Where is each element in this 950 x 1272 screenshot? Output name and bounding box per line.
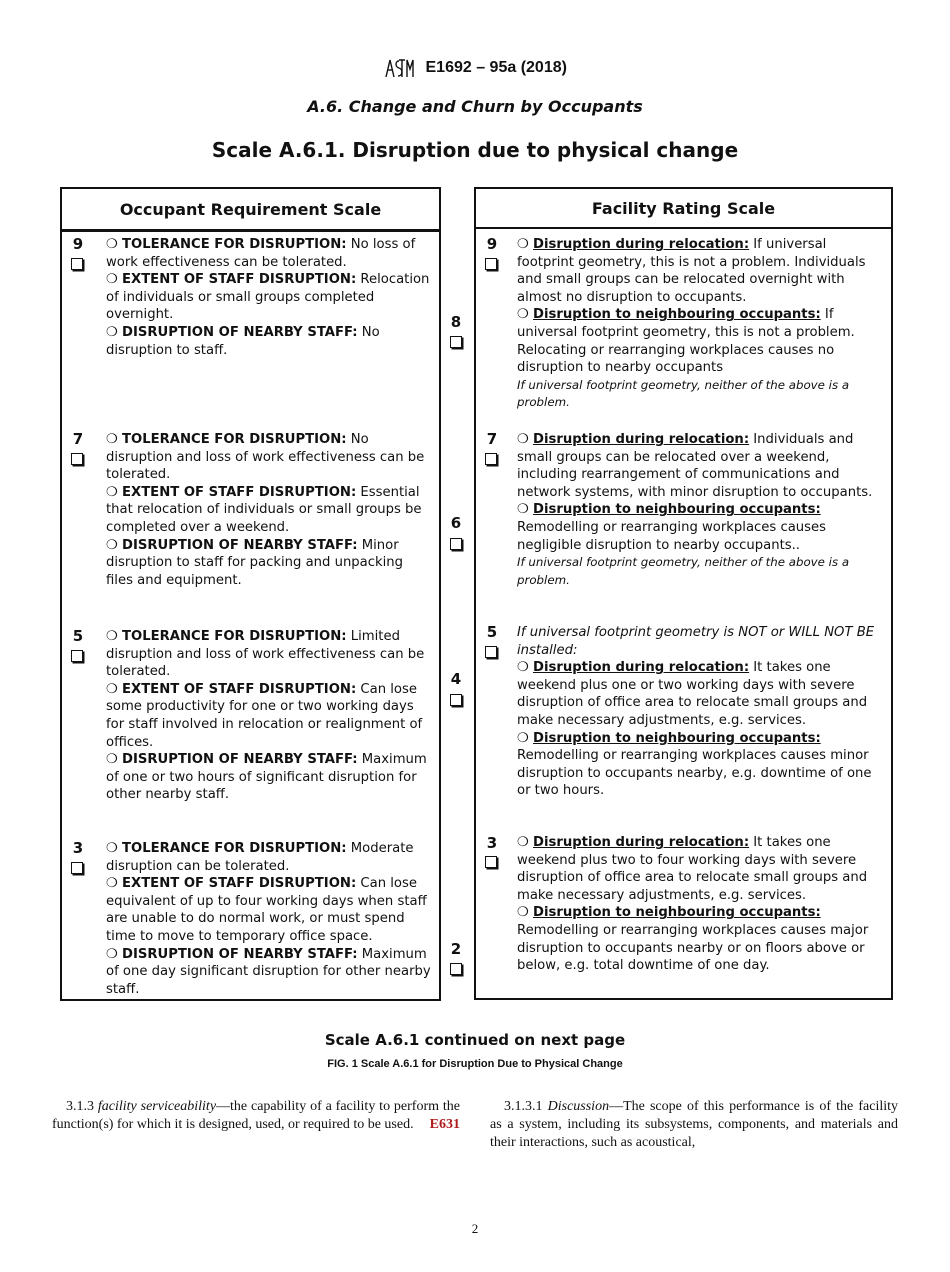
facility-level-3-checkbox[interactable] <box>485 856 497 868</box>
level-4-number: 4 <box>450 670 462 688</box>
astm-logo-icon <box>383 57 415 79</box>
facility-entry-text: If universal footprint geometry is NOT or WILL NOT BE installed: ❍ Disruption during relocation: It takes one weekend plus one or two working days with severe disruption of office area to relocate small groups and make necessary adjustments, e.g. services. ❍ Disruption to neighbouring occupants: Remodelling or rearranging workplaces causes minor disruption to occupants nearby, e.g. downtime of one or two hours. <box>517 625 875 799</box>
relocation-text: Individuals and small groups can be relocated over a weekend, including rearrangement of communications and network systems, with minor disruption to occupants. <box>517 432 873 500</box>
item-label: TOLERANCE FOR DISRUPTION: <box>122 841 347 856</box>
item-text: Minor disruption to staff for packing and unpacking files and equipment. <box>106 537 404 588</box>
facility-level-7-checkbox[interactable] <box>485 453 497 465</box>
facility-entry-text: ❍ Disruption during relocation: If universal footprint geometry, this is not a problem. Individuals and small groups can be relocated overnight with almost no disruption to occupants. ❍ Disruption to neighbouring occupants: If universal footprint geometry, this is not a problem. Relocating or rearranging workplaces causes no disruption to nearby occupants If universal footprint geometry, neither of the above is a problem. <box>517 237 866 410</box>
relocation-text: If universal footprint geometry, this is not a problem. Individuals and small groups can be relocated overnight with almost no disruption to occupants. <box>517 237 866 305</box>
item-label: DISRUPTION OF NEARBY STAFF: <box>122 946 358 962</box>
relocation-label: Disruption during relocation: <box>533 237 750 252</box>
document-header <box>0 57 950 79</box>
occupant-level-number: 7 <box>72 430 84 448</box>
occupant-heading-box <box>60 187 441 232</box>
paragraph-number: 3.1.3 <box>66 1099 94 1114</box>
facility-entry-text: ❍ Disruption during relocation: Individuals and small groups can be relocated over a weekend, including rearrangement of communications and network systems, with minor disruption to occupants. ❍ Disruption to neighbouring occupants: Remodelling or rearranging workplaces causes negligible disruption to nearby occupants.. If universal footprint geometry, neither of the above is a problem. <box>517 432 873 587</box>
item-label: TOLERANCE FOR DISRUPTION: <box>122 237 347 252</box>
facility-level-9-checkbox[interactable] <box>485 258 497 270</box>
item-text: Essential that relocation of individuals or small groups be completed over a weekend. <box>106 484 422 535</box>
relocation-text: It takes one weekend plus two to four working days with severe disruption of office area to relocate small groups and make necessary adjustments, e.g. services. <box>517 835 868 903</box>
relocation-label: Disruption during relocation: <box>533 432 750 447</box>
neighbouring-text: Remodelling or rearranging workplaces causes minor disruption to occupants nearby, e.g. downtime of one or two hours. <box>517 748 872 799</box>
standard-designation: E1692 – 95a (2018) <box>425 59 567 77</box>
item-label: DISRUPTION OF NEARBY STAFF: <box>122 752 358 768</box>
relocation-text: It takes one weekend plus one or two working days with severe disruption of office area to relocate small groups and make necessary adjustments, e.g. services. <box>517 660 868 728</box>
item-text: Limited disruption and loss of work effectiveness can be tolerated. <box>106 629 425 680</box>
neighbouring-text: Remodelling or rearranging workplaces causes negligible disruption to nearby occupants.. <box>517 519 827 553</box>
occupant-level-9-checkbox[interactable] <box>71 258 83 270</box>
neighbouring-text: If universal footprint geometry, this is not a problem. Relocating or rearranging workplaces causes no disruption to nearby occupants <box>517 307 855 376</box>
facility-level-number: 3 <box>486 834 498 852</box>
occupant-entry-text: ❍ TOLERANCE FOR DISRUPTION: No loss of work effectiveness can be tolerated. ❍ EXTENT OF STAFF DISRUPTION: Relocation of individuals or small groups completed overnight. ❍ DISRUPTION OF NEARBY STAFF: No disruption to staff. <box>106 237 430 358</box>
facility-scale-heading: Facility Rating Scale <box>591 198 776 218</box>
item-text: Can lose equivalent of up to four working days when staff are unable to do normal work, or must spend time to move to temporary office space. <box>106 876 427 944</box>
occupant-level-5-checkbox[interactable] <box>71 650 83 662</box>
section-title: A.6. Change and Churn by Occupants <box>307 97 643 116</box>
neighbouring-label: Disruption to neighbouring occupants: <box>533 502 821 518</box>
reference-e631-link[interactable]: E631 <box>429 1117 460 1132</box>
occupant-entry-text: ❍ TOLERANCE FOR DISRUPTION: Moderate disruption can be tolerated. ❍ EXTENT OF STAFF DISRUPTION: Can lose equivalent of up to four working days when staff are unable to do normal work, or must spend time to move to temporary office space. ❍ DISRUPTION OF NEARBY STAFF: Maximum of one day significant disruption for other nearby staff. <box>106 841 431 997</box>
occupant-level-number: 9 <box>72 235 84 253</box>
level-2-number: 2 <box>450 940 462 958</box>
item-text: Can lose some productivity for one or two working days for staff involved in relocation or realignment of offices. <box>106 681 423 750</box>
facility-entry-text: ❍ Disruption during relocation: It takes one weekend plus two to four working days with severe disruption of office area to relocate small groups and make necessary adjustments, e.g. services. ❍ Disruption to neighbouring occupants: Remodelling or rearranging workplaces causes major disruption to occupants nearby or on floors above or below, e.g. total downtime of one day. <box>517 835 869 974</box>
item-label: EXTENT OF STAFF DISRUPTION: <box>122 484 357 500</box>
continued-note: Scale A.6.1 continued on next page <box>324 1031 626 1049</box>
item-label: TOLERANCE FOR DISRUPTION: <box>122 629 347 644</box>
entry-note: If universal footprint geometry, neither of the above is a problem. <box>517 377 850 410</box>
neighbouring-label: Disruption to neighbouring occupants: <box>533 730 821 746</box>
level-6-number: 6 <box>450 514 462 532</box>
level-6-checkbox[interactable] <box>450 538 462 550</box>
item-text: Maximum of one day significant disruption for other nearby staff. <box>106 946 431 997</box>
item-text: No disruption and loss of work effectiveness can be tolerated. <box>106 432 425 483</box>
level-8-checkbox[interactable] <box>450 336 462 348</box>
neighbouring-text: Remodelling or rearranging workplaces causes major disruption to occupants nearby or on floors above or below, e.g. total downtime of one day. <box>517 922 869 974</box>
item-label: EXTENT OF STAFF DISRUPTION: <box>122 876 357 892</box>
item-label: DISRUPTION OF NEARBY STAFF: <box>122 324 358 340</box>
discussion-term: Discussion <box>547 1099 610 1114</box>
scale-title: Scale A.6.1. Disruption due to physical change <box>211 138 739 162</box>
level-2-checkbox[interactable] <box>450 963 462 975</box>
facility-level-number: 9 <box>486 235 498 253</box>
discussion-text: —The scope of this performance is of the facility as a system, including its subsystems, components, and materials and their interactions, such as acoustical, <box>490 1099 899 1150</box>
defined-term: facility serviceability <box>97 1099 217 1114</box>
definition-text: —the capability of a facility to perform the function(s) for which it is designed, used, or required to be used. <box>52 1099 460 1132</box>
figure-caption: FIG. 1 Scale A.6.1 for Disruption Due to Physical Change <box>327 1058 623 1070</box>
occupant-level-number: 3 <box>72 839 84 857</box>
occupant-scale-heading: Occupant Requirement Scale <box>119 199 382 219</box>
occupant-level-7-checkbox[interactable] <box>71 453 83 465</box>
item-text: Maximum of one or two hours of significant disruption for other nearby staff. <box>106 752 427 803</box>
discussion-paragraph <box>490 1098 898 1152</box>
facility-heading-box <box>474 187 893 229</box>
occupant-level-3-checkbox[interactable] <box>71 862 83 874</box>
item-text: No disruption to staff. <box>106 324 380 358</box>
facility-level-number: 5 <box>486 623 498 641</box>
relocation-label: Disruption during relocation: <box>533 835 750 850</box>
neighbouring-label: Disruption to neighbouring occupants: <box>533 905 821 921</box>
facility-level-5-checkbox[interactable] <box>485 646 497 658</box>
item-text: Moderate disruption can be tolerated. <box>106 841 414 874</box>
item-label: EXTENT OF STAFF DISRUPTION: <box>122 681 357 697</box>
facility-level-number: 7 <box>486 430 498 448</box>
neighbouring-label: Disruption to neighbouring occupants: <box>533 307 821 323</box>
relocation-label: Disruption during relocation: <box>533 660 750 676</box>
item-label: EXTENT OF STAFF DISRUPTION: <box>122 272 357 288</box>
item-label: TOLERANCE FOR DISRUPTION: <box>122 432 347 447</box>
occupant-level-number: 5 <box>72 627 84 645</box>
level-8-number: 8 <box>450 313 462 331</box>
item-label: DISRUPTION OF NEARBY STAFF: <box>122 537 358 553</box>
page-number: 2 <box>471 1221 479 1236</box>
paragraph-number: 3.1.3.1 <box>504 1099 543 1114</box>
entry-note: If universal footprint geometry, neither of the above is a problem. <box>517 555 850 587</box>
definition-paragraph <box>52 1098 460 1134</box>
item-text: Relocation of individuals or small groups completed overnight. <box>106 272 430 323</box>
item-text: No loss of work effectiveness can be tolerated. <box>106 237 416 270</box>
occupant-entry-text: ❍ TOLERANCE FOR DISRUPTION: No disruption and loss of work effectiveness can be tolerated. ❍ EXTENT OF STAFF DISRUPTION: Essential that relocation of individuals or small groups be completed over a weekend. ❍ DISRUPTION OF NEARBY STAFF: Minor disruption to staff for packing and unpacking files and equipment. <box>106 432 425 588</box>
entry-intro: If universal footprint geometry is NOT or WILL NOT BE installed: <box>517 625 875 658</box>
occupant-entry-text: ❍ TOLERANCE FOR DISRUPTION: Limited disruption and loss of work effectiveness can be tolerated. ❍ EXTENT OF STAFF DISRUPTION: Can lose some productivity for one or two working days for staff involved in relocation or realignment of offices. ❍ DISRUPTION OF NEARBY STAFF: Maximum of one or two hours of significant disruption for other nearby staff. <box>106 629 427 803</box>
level-4-checkbox[interactable] <box>450 694 462 706</box>
